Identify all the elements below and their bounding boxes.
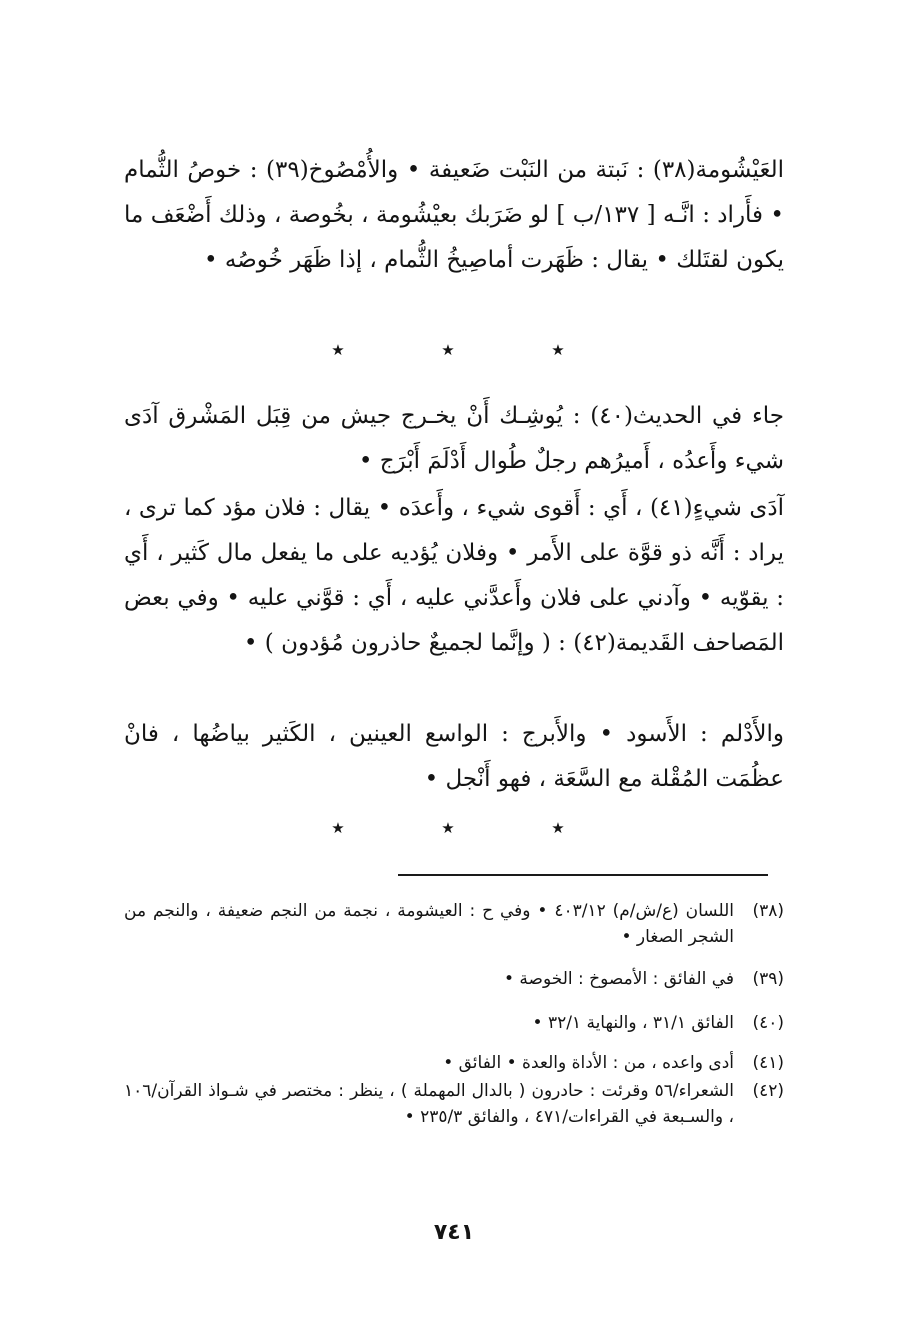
footnote-divider — [398, 874, 768, 876]
footnote-text: الشعراء/٥٦ وقرئت : حادرون ( بالدال المهملة ) ، ينظر : مختصر في شـواذ القرآن/١٠٦ ، والسـبعة في القراءات/٤٧١ ، والفائق ٢٣٥/٣ • — [124, 1081, 734, 1127]
star-icon: ★ — [441, 341, 455, 359]
paragraph-ada-shay: آدَى شيءٍ(٤١) ، أَي : أَقوى شيء ، وأَعدَه • يقال : فلان مؤد كما ترى ، يراد : أَنَّه ذو قوَّة على الأَمر • وفلان يُؤديه على ما يفعل مال كَثير ، أَي : يقوّيه • وآدني على فلان وأَعدَّني عليه ، أَي : قوَّني عليه • وفي بعض المَصاحف القَديمة(٤٢) : ( وإنَّما لجميعٌ حاذرون مُؤدون ) • — [124, 495, 784, 656]
footnote-number: (٤٢) — [752, 1081, 784, 1101]
footnote — [124, 898, 784, 950]
footnote-text: اللسان (ع/ش/م) ٤٠٣/١٢ • وفي ح : العيشومة ، نجمة من النجم ضعيفة ، والنجم من الشجر الصغار • — [124, 901, 734, 947]
footnote-text: في الفائق : الأمصوخ : الخوصة • — [503, 969, 734, 989]
footnote-number: (٤٠) — [752, 1013, 784, 1033]
footnote-number: (٣٨) — [752, 901, 784, 921]
star-icon: ★ — [331, 341, 345, 359]
footnote — [124, 1050, 784, 1076]
section-separator — [330, 342, 566, 358]
footnote-text: أدى واعده ، من : الأداة والعدة • الفائق • — [443, 1053, 734, 1073]
paragraph-aishuma: العَيْشُومة(٣٨) : نَبتة من النَبْت ضَعيفة • والأُمْصُوخ(٣٩) : خوصُ الثُّمام • فأَراد : انَّـه [ ١٣٧/ب ] لو ضَرَبك بعيْشُومة ، بخُوصة ، وذلك أَضْعَف ما يكون لقتَلك • يقال : ظَهَرت أماصِيخُ الثُّمام ، إذا ظَهَر خُوصُه • — [124, 157, 784, 273]
page-number: ٧٤١ — [433, 1220, 475, 1245]
footnote-text: الفائق ٣١/١ ، والنهاية ٣٢/١ • — [532, 1013, 734, 1033]
paragraph-hadith: جاء في الحديث(٤٠) : يُوشِـك أَنْ يخـرج جيش من قِبَل المَشْرق آدَى شيء وأَعدُه ، أَميرُهم رجلٌ طُوال أَدْلَمَ أَبْرَج • — [124, 403, 784, 474]
footnote-number: (٤١) — [752, 1053, 784, 1073]
section-separator — [330, 820, 566, 836]
footnote-number: (٣٩) — [752, 969, 784, 989]
paragraph-adlam: والأَدْلم : الأَسود • والأَبرج : الواسع العينين ، الكَثير بياضُها ، فانْ عظُمَت المُقْلة مع السَّعَة ، فهو أَنْجل • — [124, 721, 784, 792]
star-icon: ★ — [551, 341, 565, 359]
star-icon: ★ — [551, 819, 565, 837]
footnote — [124, 1078, 784, 1130]
star-icon: ★ — [441, 819, 455, 837]
footnote — [124, 966, 784, 992]
star-icon: ★ — [331, 819, 345, 837]
footnote — [124, 1010, 784, 1036]
